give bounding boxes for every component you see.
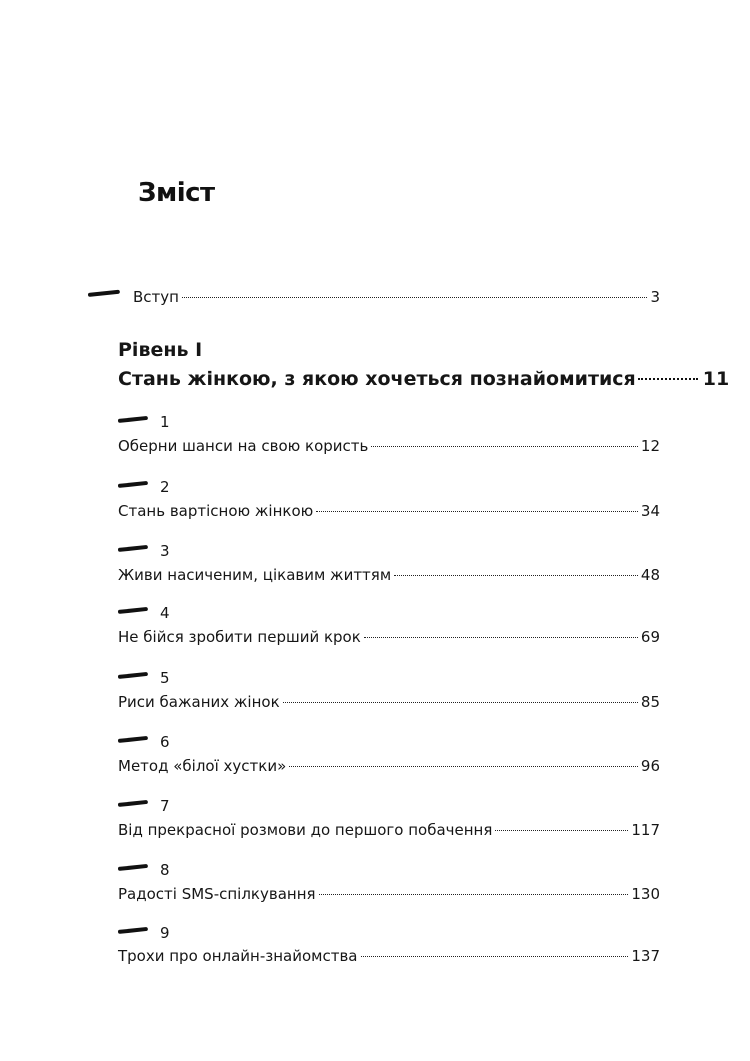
chapter-page-number: 130 [631, 885, 660, 903]
chapter-page-number: 12 [640, 437, 660, 455]
chapter-dash-mark [118, 927, 148, 934]
toc-entry-chapter[interactable] [118, 565, 660, 585]
toc-entry-chapter[interactable] [118, 627, 660, 647]
dot-leader [319, 894, 629, 895]
chapter-title: Живи насиченим, цікавим життям [118, 566, 392, 584]
toc-entry-chapter[interactable] [118, 884, 660, 904]
dot-leader [283, 702, 638, 703]
chapter-number: 6 [160, 733, 170, 751]
level-page-number: 11 [702, 368, 730, 390]
dot-leader [394, 575, 638, 576]
chapter-number: 1 [160, 413, 170, 431]
chapter-number: 2 [160, 478, 170, 496]
chapter-number: 5 [160, 669, 170, 687]
chapter-title: Трохи про онлайн-знайомства [118, 947, 358, 965]
chapter-dash-mark [118, 607, 148, 614]
chapter-title: Стань вартісною жінкою [118, 502, 314, 520]
chapter-title: Риси бажаних жінок [118, 693, 280, 711]
chapter-title: Не бійся зробити перший крок [118, 628, 361, 646]
chapter-page-number: 96 [640, 757, 660, 775]
chapter-dash-mark [118, 416, 148, 423]
intro-label: Вступ [133, 288, 179, 306]
dot-leader [289, 766, 638, 767]
dot-leader [371, 446, 638, 447]
chapter-title: Радості SMS-спілкування [118, 885, 316, 903]
toc-entry-intro[interactable] [133, 287, 660, 307]
page-title: Зміст [138, 178, 215, 208]
chapter-number: 4 [160, 604, 170, 622]
chapter-number: 9 [160, 924, 170, 942]
level-label: Рівень I [118, 339, 203, 361]
dot-leader [316, 511, 638, 512]
chapter-title: Від прекрасної розмови до першого побачення [118, 821, 493, 839]
chapter-dash-mark [118, 481, 148, 488]
toc-entry-chapter[interactable] [118, 946, 660, 966]
chapter-dash-mark [118, 672, 148, 679]
dot-leader [364, 637, 638, 638]
intro-page-number: 3 [650, 288, 660, 306]
chapter-page-number: 48 [640, 566, 660, 584]
dot-leader [361, 956, 629, 957]
chapter-dash-mark [118, 864, 148, 871]
chapter-number: 3 [160, 542, 170, 560]
chapter-page-number: 117 [631, 821, 660, 839]
toc-entry-chapter[interactable] [118, 692, 660, 712]
toc-entry-chapter[interactable] [118, 501, 660, 521]
dot-leader [638, 378, 698, 380]
chapter-dash-mark [118, 545, 148, 552]
toc-entry-level[interactable] [118, 367, 729, 391]
chapter-dash-mark [118, 800, 148, 807]
toc-entry-chapter[interactable] [118, 820, 660, 840]
chapter-page-number: 69 [640, 628, 660, 646]
chapter-title: Оберни шанси на свою користь [118, 437, 369, 455]
dot-leader [182, 297, 647, 298]
chapter-page-number: 34 [640, 502, 660, 520]
chapter-page-number: 137 [631, 947, 660, 965]
chapter-dash-mark [118, 736, 148, 743]
chapter-title: Метод «білої хустки» [118, 757, 287, 775]
toc-entry-chapter[interactable] [118, 756, 660, 776]
dot-leader [495, 830, 628, 831]
chapter-number: 8 [160, 861, 170, 879]
toc-entry-chapter[interactable] [118, 436, 660, 456]
intro-dash-mark [88, 290, 120, 297]
level-title: Стань жінкою, з якою хочеться познайомитися [118, 368, 636, 390]
chapter-page-number: 85 [640, 693, 660, 711]
chapter-number: 7 [160, 797, 170, 815]
